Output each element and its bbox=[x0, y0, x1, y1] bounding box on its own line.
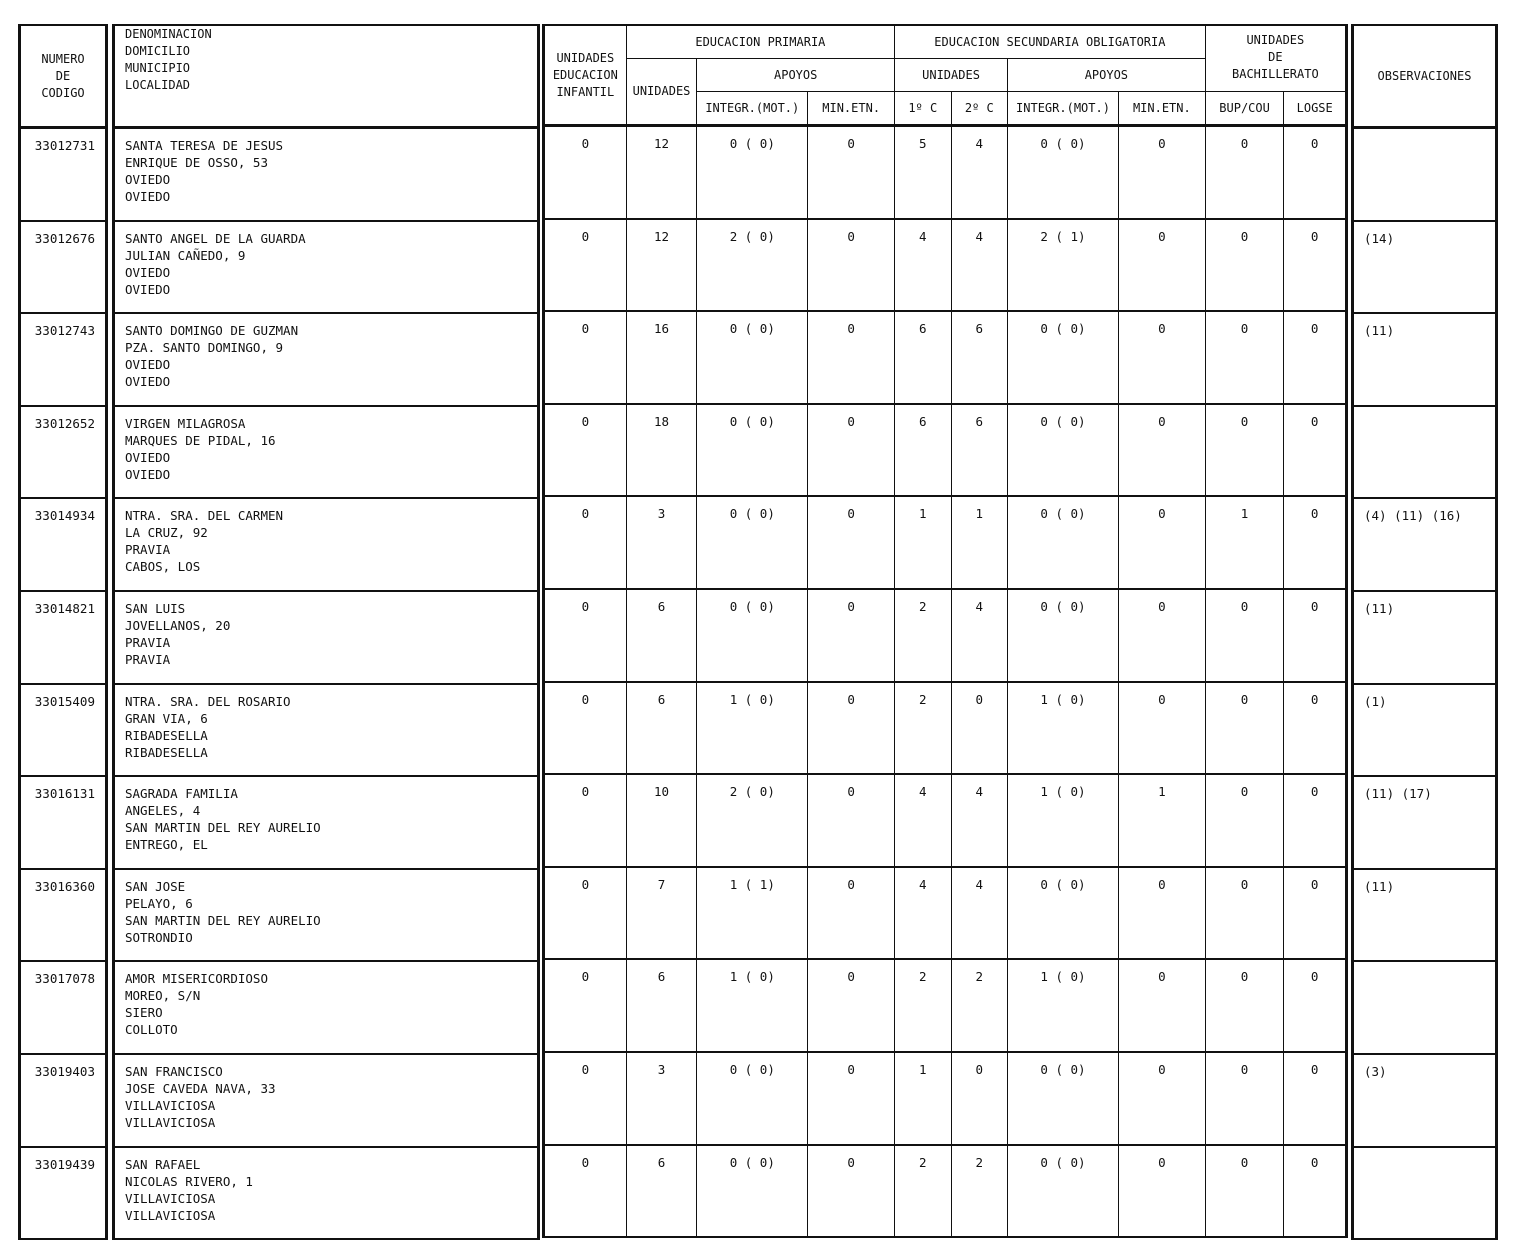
cell-e-int: 1 ( 0) bbox=[1008, 959, 1119, 1052]
center-addr: GRAN VIA, 6 bbox=[125, 710, 208, 726]
header-infantil: UNIDADES EDUCACION INFANTIL bbox=[544, 25, 627, 126]
table-row bbox=[114, 1054, 539, 1147]
table-row bbox=[1353, 776, 1497, 869]
center-loc: SOTRONDIO bbox=[125, 929, 193, 945]
cell-p-min: 0 bbox=[808, 682, 895, 775]
table-row bbox=[20, 406, 107, 499]
center-mun: VILLAVICIOSA bbox=[125, 1097, 216, 1113]
table-row bbox=[544, 496, 1347, 589]
table-row bbox=[114, 128, 539, 221]
table-row bbox=[1353, 128, 1497, 221]
table-row bbox=[1353, 1147, 1497, 1240]
cell-p-min: 0 bbox=[808, 404, 895, 497]
table-row bbox=[1353, 498, 1497, 591]
cell-c2: 6 bbox=[951, 311, 1007, 404]
cell-logse: 0 bbox=[1284, 867, 1347, 960]
cell-c2: 4 bbox=[951, 219, 1007, 312]
table-row bbox=[544, 682, 1347, 775]
table-row bbox=[114, 684, 539, 777]
cell-prim: 7 bbox=[626, 867, 697, 960]
cell-p-min: 0 bbox=[808, 219, 895, 312]
center-loc: CABOS, LOS bbox=[125, 559, 201, 575]
table-row bbox=[1353, 221, 1497, 314]
center-addr: MOREO, S/N bbox=[125, 988, 201, 1004]
table-row bbox=[544, 589, 1347, 682]
center-name: VIRGEN MILAGROSA bbox=[125, 415, 246, 431]
center-addr: LA CRUZ, 92 bbox=[125, 525, 208, 541]
cell-p-min: 0 bbox=[808, 867, 895, 960]
cell-c1: 2 bbox=[895, 589, 951, 682]
table-row bbox=[1353, 1054, 1497, 1147]
center-code: 33012652 bbox=[20, 406, 107, 499]
table-row bbox=[1353, 961, 1497, 1054]
table-row bbox=[114, 498, 539, 591]
cell-c2: 6 bbox=[951, 404, 1007, 497]
center-code: 33014821 bbox=[20, 591, 107, 684]
center-code: 33016360 bbox=[20, 869, 107, 962]
center-code: 33015409 bbox=[20, 684, 107, 777]
center-code: 33017078 bbox=[20, 961, 107, 1054]
center-address-block bbox=[114, 221, 539, 314]
center-name: NTRA. SRA. DEL CARMEN bbox=[125, 508, 284, 524]
center-name: AMOR MISERICORDIOSO bbox=[125, 971, 268, 987]
cell-prim: 18 bbox=[626, 404, 697, 497]
center-address-block bbox=[114, 313, 539, 406]
center-address-block bbox=[114, 684, 539, 777]
cell-c2: 4 bbox=[951, 126, 1007, 219]
cell-p-min: 0 bbox=[808, 959, 895, 1052]
header-eso-2c: 2º C bbox=[951, 92, 1007, 126]
cell-e-int: 0 ( 0) bbox=[1008, 126, 1119, 219]
center-loc: COLLOTO bbox=[125, 1022, 178, 1038]
cell-e-int: 0 ( 0) bbox=[1008, 311, 1119, 404]
table-row bbox=[544, 311, 1347, 404]
table-row bbox=[1353, 313, 1497, 406]
center-code: 33012676 bbox=[20, 221, 107, 314]
header-prim-apoyos: APOYOS bbox=[697, 59, 895, 92]
table-row bbox=[20, 1054, 107, 1147]
units-table bbox=[542, 24, 1348, 1238]
header-codigo: NUMERO DE CODIGO bbox=[20, 25, 107, 128]
cell-c1: 6 bbox=[895, 404, 951, 497]
code-column-table bbox=[18, 24, 108, 1240]
cell-c2: 2 bbox=[951, 959, 1007, 1052]
cell-inf: 0 bbox=[544, 311, 627, 404]
center-mun: SAN MARTIN DEL REY AURELIO bbox=[125, 912, 321, 928]
header-eso-integr: INTEGR.(MOT.) bbox=[1008, 92, 1119, 126]
table-row bbox=[20, 498, 107, 591]
cell-prim: 6 bbox=[626, 959, 697, 1052]
center-addr: JOVELLANOS, 20 bbox=[125, 617, 231, 633]
cell-bup: 0 bbox=[1205, 774, 1284, 867]
cell-c1: 4 bbox=[895, 774, 951, 867]
header-observaciones: OBSERVACIONES bbox=[1353, 25, 1497, 128]
cell-prim: 3 bbox=[626, 496, 697, 589]
header-eso-apoyos: APOYOS bbox=[1008, 59, 1206, 92]
center-mun: SIERO bbox=[125, 1005, 163, 1021]
header-prim-min-etn: MIN.ETN. bbox=[808, 92, 895, 126]
table-row bbox=[544, 126, 1347, 219]
cell-e-int: 0 ( 0) bbox=[1008, 867, 1119, 960]
center-mun: OVIEDO bbox=[125, 357, 171, 373]
center-name: SAN FRANCISCO bbox=[125, 1063, 223, 1079]
cell-logse: 0 bbox=[1284, 589, 1347, 682]
cell-observaciones bbox=[1353, 1147, 1497, 1240]
cell-prim: 6 bbox=[626, 589, 697, 682]
cell-p-int: 0 ( 0) bbox=[697, 589, 808, 682]
cell-logse: 0 bbox=[1284, 311, 1347, 404]
cell-c2: 0 bbox=[951, 682, 1007, 775]
cell-bup: 0 bbox=[1205, 404, 1284, 497]
cell-bup: 0 bbox=[1205, 311, 1284, 404]
cell-e-int: 0 ( 0) bbox=[1008, 404, 1119, 497]
cell-c1: 5 bbox=[895, 126, 951, 219]
cell-p-int: 1 ( 0) bbox=[697, 682, 808, 775]
cell-e-min: 0 bbox=[1118, 867, 1205, 960]
center-address-block bbox=[114, 591, 539, 684]
cell-inf: 0 bbox=[544, 774, 627, 867]
cell-c1: 6 bbox=[895, 311, 951, 404]
center-loc: OVIEDO bbox=[125, 466, 171, 482]
center-address-block bbox=[114, 406, 539, 499]
cell-c2: 4 bbox=[951, 774, 1007, 867]
cell-e-int: 0 ( 0) bbox=[1008, 1145, 1119, 1238]
cell-prim: 12 bbox=[626, 126, 697, 219]
cell-e-min: 0 bbox=[1118, 682, 1205, 775]
table-row bbox=[544, 774, 1347, 867]
cell-p-int: 1 ( 1) bbox=[697, 867, 808, 960]
center-address-block bbox=[114, 128, 539, 221]
cell-prim: 10 bbox=[626, 774, 697, 867]
header-bachillerato: UNIDADES DE BACHILLERATO bbox=[1205, 25, 1346, 92]
denominacion-column-table bbox=[112, 24, 540, 1240]
center-addr: ENRIQUE DE OSSO, 53 bbox=[125, 155, 268, 170]
cell-e-int: 1 ( 0) bbox=[1008, 682, 1119, 775]
table-row bbox=[20, 869, 107, 962]
center-code: 33016131 bbox=[20, 776, 107, 869]
cell-bup: 1 bbox=[1205, 496, 1284, 589]
cell-observaciones: (11) bbox=[1353, 869, 1497, 962]
cell-observaciones: (11) bbox=[1353, 313, 1497, 406]
cell-inf: 0 bbox=[544, 589, 627, 682]
header-eso: EDUCACION SECUNDARIA OBLIGATORIA bbox=[895, 25, 1206, 59]
cell-logse: 0 bbox=[1284, 404, 1347, 497]
cell-c1: 1 bbox=[895, 496, 951, 589]
cell-bup: 0 bbox=[1205, 682, 1284, 775]
table-row bbox=[544, 1145, 1347, 1238]
center-loc: OVIEDO bbox=[125, 374, 171, 390]
cell-prim: 6 bbox=[626, 1145, 697, 1238]
cell-c2: 4 bbox=[951, 867, 1007, 960]
cell-logse: 0 bbox=[1284, 682, 1347, 775]
table-row bbox=[114, 221, 539, 314]
cell-observaciones bbox=[1353, 406, 1497, 499]
cell-inf: 0 bbox=[544, 867, 627, 960]
cell-e-min: 0 bbox=[1118, 589, 1205, 682]
cell-bup: 0 bbox=[1205, 867, 1284, 960]
cell-p-int: 0 ( 0) bbox=[697, 1145, 808, 1238]
header-prim-integr: INTEGR.(MOT.) bbox=[697, 92, 808, 126]
header-prim-unidades: UNIDADES bbox=[626, 59, 697, 126]
center-mun: OVIEDO bbox=[125, 449, 171, 465]
cell-p-min: 0 bbox=[808, 126, 895, 219]
cell-p-int: 0 ( 0) bbox=[697, 311, 808, 404]
cell-p-int: 0 ( 0) bbox=[697, 496, 808, 589]
table-row bbox=[1353, 406, 1497, 499]
center-loc: RIBADESELLA bbox=[125, 744, 208, 760]
center-name: SAGRADA FAMILIA bbox=[125, 786, 238, 802]
cell-bup: 0 bbox=[1205, 1052, 1284, 1145]
observaciones-column-table bbox=[1351, 24, 1498, 1240]
cell-c1: 4 bbox=[895, 867, 951, 960]
table-row bbox=[114, 961, 539, 1054]
table-row bbox=[114, 406, 539, 499]
center-addr: JOSE CAVEDA NAVA, 33 bbox=[125, 1080, 276, 1096]
cell-logse: 0 bbox=[1284, 959, 1347, 1052]
cell-bup: 0 bbox=[1205, 126, 1284, 219]
cell-e-min: 0 bbox=[1118, 126, 1205, 219]
cell-logse: 0 bbox=[1284, 1145, 1347, 1238]
center-loc: VILLAVICIOSA bbox=[125, 1207, 216, 1223]
table-row bbox=[20, 961, 107, 1054]
cell-c2: 2 bbox=[951, 1145, 1007, 1238]
header-bup-cou: BUP/COU bbox=[1205, 92, 1284, 126]
cell-p-min: 0 bbox=[808, 589, 895, 682]
cell-c1: 2 bbox=[895, 682, 951, 775]
center-name: SANTO DOMINGO DE GUZMAN bbox=[125, 323, 299, 339]
cell-observaciones bbox=[1353, 961, 1497, 1054]
center-loc: VILLAVICIOSA bbox=[125, 1114, 216, 1130]
cell-e-min: 0 bbox=[1118, 1145, 1205, 1238]
center-name: SAN RAFAEL bbox=[125, 1156, 201, 1172]
center-address-block bbox=[114, 498, 539, 591]
cell-c1: 1 bbox=[895, 1052, 951, 1145]
cell-logse: 0 bbox=[1284, 1052, 1347, 1145]
cell-prim: 12 bbox=[626, 219, 697, 312]
cell-p-min: 0 bbox=[808, 311, 895, 404]
cell-inf: 0 bbox=[544, 126, 627, 219]
center-addr: ANGELES, 4 bbox=[125, 803, 201, 819]
table-row bbox=[20, 1147, 107, 1240]
cell-prim: 3 bbox=[626, 1052, 697, 1145]
table-row bbox=[114, 1147, 539, 1240]
table-row bbox=[114, 313, 539, 406]
center-mun: OVIEDO bbox=[125, 264, 171, 280]
cell-c1: 2 bbox=[895, 1145, 951, 1238]
table-row bbox=[114, 776, 539, 869]
cell-p-min: 0 bbox=[808, 1145, 895, 1238]
cell-e-min: 0 bbox=[1118, 496, 1205, 589]
center-addr: MARQUES DE PIDAL, 16 bbox=[125, 432, 276, 448]
cell-p-int: 2 ( 0) bbox=[697, 774, 808, 867]
cell-bup: 0 bbox=[1205, 1145, 1284, 1238]
table-row bbox=[20, 128, 107, 221]
cell-logse: 0 bbox=[1284, 219, 1347, 312]
center-addr: NICOLAS RIVERO, 1 bbox=[125, 1173, 253, 1189]
cell-inf: 0 bbox=[581, 1154, 590, 1170]
center-addr: PZA. SANTO DOMINGO, 9 bbox=[125, 340, 284, 356]
cell-logse: 0 bbox=[1284, 496, 1347, 589]
cell-bup: 0 bbox=[1205, 959, 1284, 1052]
cell-p-int: 1 ( 0) bbox=[697, 959, 808, 1052]
cell-prim: 6 bbox=[626, 682, 697, 775]
center-code: 33019439 bbox=[34, 1156, 95, 1172]
table-row bbox=[20, 684, 107, 777]
cell-e-int: 1 ( 0) bbox=[1008, 774, 1119, 867]
table-row bbox=[544, 219, 1347, 312]
header-logse: LOGSE bbox=[1284, 92, 1347, 126]
cell-bup: 0 bbox=[1205, 219, 1284, 312]
cell-p-min: 0 bbox=[808, 496, 895, 589]
center-code: 33012731 bbox=[20, 128, 107, 221]
cell-c2: 0 bbox=[951, 1052, 1007, 1145]
center-name: SAN JOSE bbox=[125, 878, 186, 894]
cell-e-min: 0 bbox=[1118, 219, 1205, 312]
cell-observaciones: (14) bbox=[1353, 221, 1497, 314]
cell-observaciones bbox=[1353, 128, 1497, 221]
center-mun: VILLAVICIOSA bbox=[125, 1190, 216, 1206]
center-name: SAN LUIS bbox=[125, 600, 186, 616]
cell-c2: 4 bbox=[951, 589, 1007, 682]
cell-e-min: 0 bbox=[1118, 959, 1205, 1052]
cell-p-int: 0 ( 0) bbox=[697, 404, 808, 497]
cell-inf: 0 bbox=[544, 404, 627, 497]
cell-e-int: 0 ( 0) bbox=[1008, 1052, 1119, 1145]
table-row bbox=[20, 776, 107, 869]
table-row bbox=[1353, 684, 1497, 777]
cell-e-min: 0 bbox=[1118, 1052, 1205, 1145]
cell-e-min: 0 bbox=[1118, 311, 1205, 404]
cell-p-int: 2 ( 0) bbox=[697, 219, 808, 312]
table-row bbox=[1353, 869, 1497, 962]
center-address-block bbox=[114, 869, 539, 962]
table-row bbox=[544, 404, 1347, 497]
table-row bbox=[114, 869, 539, 962]
cell-c2: 1 bbox=[951, 496, 1007, 589]
center-mun: OVIEDO bbox=[125, 172, 171, 187]
center-addr: PELAYO, 6 bbox=[125, 895, 193, 911]
center-loc: ENTREGO, EL bbox=[125, 837, 208, 853]
cell-observaciones: (1) bbox=[1353, 684, 1497, 777]
cell-p-min: 0 bbox=[808, 774, 895, 867]
cell-c1: 4 bbox=[895, 219, 951, 312]
cell-observaciones: (4) (11) (16) bbox=[1353, 498, 1497, 591]
cell-p-int: 0 ( 0) bbox=[697, 126, 808, 219]
header-primaria: EDUCACION PRIMARIA bbox=[626, 25, 894, 59]
cell-c1: 2 bbox=[895, 959, 951, 1052]
cell-e-int: 2 ( 1) bbox=[1008, 219, 1119, 312]
table-row bbox=[20, 591, 107, 684]
cell-inf: 0 bbox=[544, 219, 627, 312]
center-loc: OVIEDO bbox=[125, 189, 171, 204]
table-row bbox=[544, 1052, 1347, 1145]
center-name: SANTO ANGEL DE LA GUARDA bbox=[125, 230, 306, 246]
table-row bbox=[1353, 591, 1497, 684]
header-eso-unidades: UNIDADES bbox=[895, 59, 1008, 92]
cell-p-int: 0 ( 0) bbox=[697, 1052, 808, 1145]
cell-inf: 0 bbox=[544, 1052, 627, 1145]
center-mun: RIBADESELLA bbox=[125, 727, 208, 743]
cell-p-min: 0 bbox=[808, 1052, 895, 1145]
header-denominacion: DENOMINACION DOMICILIO MUNICIPIO LOCALIDAD bbox=[114, 25, 539, 128]
cell-e-int: 0 ( 0) bbox=[1008, 589, 1119, 682]
center-name: NTRA. SRA. DEL ROSARIO bbox=[125, 693, 291, 709]
center-mun: PRAVIA bbox=[125, 542, 171, 558]
cell-logse: 0 bbox=[1284, 126, 1347, 219]
table-row bbox=[544, 867, 1347, 960]
center-code: 33014934 bbox=[20, 498, 107, 591]
center-mun: SAN MARTIN DEL REY AURELIO bbox=[125, 820, 321, 836]
center-name: SANTA TERESA DE JESUS bbox=[125, 138, 284, 153]
center-address-block bbox=[114, 961, 539, 1054]
center-addr: JULIAN CAÑEDO, 9 bbox=[125, 247, 246, 263]
cell-e-min: 1 bbox=[1118, 774, 1205, 867]
cell-observaciones: (11) (17) bbox=[1353, 776, 1497, 869]
cell-inf: 0 bbox=[544, 682, 627, 775]
center-address-block bbox=[114, 776, 539, 869]
table-row bbox=[544, 959, 1347, 1052]
cell-logse: 0 bbox=[1284, 774, 1347, 867]
center-address-block bbox=[114, 1147, 539, 1240]
table-row bbox=[114, 591, 539, 684]
header-eso-min-etn: MIN.ETN. bbox=[1118, 92, 1205, 126]
cell-observaciones: (11) bbox=[1353, 591, 1497, 684]
cell-bup: 0 bbox=[1205, 589, 1284, 682]
table-row bbox=[20, 221, 107, 314]
cell-inf: 0 bbox=[544, 496, 627, 589]
cell-observaciones: (3) bbox=[1353, 1054, 1497, 1147]
center-code: 33012743 bbox=[20, 313, 107, 406]
cell-inf: 0 bbox=[544, 959, 627, 1052]
center-address-block bbox=[114, 1054, 539, 1147]
header-eso-1c: 1º C bbox=[895, 92, 951, 126]
cell-e-min: 0 bbox=[1118, 404, 1205, 497]
center-code: 33019403 bbox=[20, 1054, 107, 1147]
cell-prim: 16 bbox=[626, 311, 697, 404]
center-loc: PRAVIA bbox=[125, 651, 171, 667]
cell-e-int: 0 ( 0) bbox=[1008, 496, 1119, 589]
center-mun: PRAVIA bbox=[125, 634, 171, 650]
table-row bbox=[20, 313, 107, 406]
center-loc: OVIEDO bbox=[125, 281, 171, 297]
